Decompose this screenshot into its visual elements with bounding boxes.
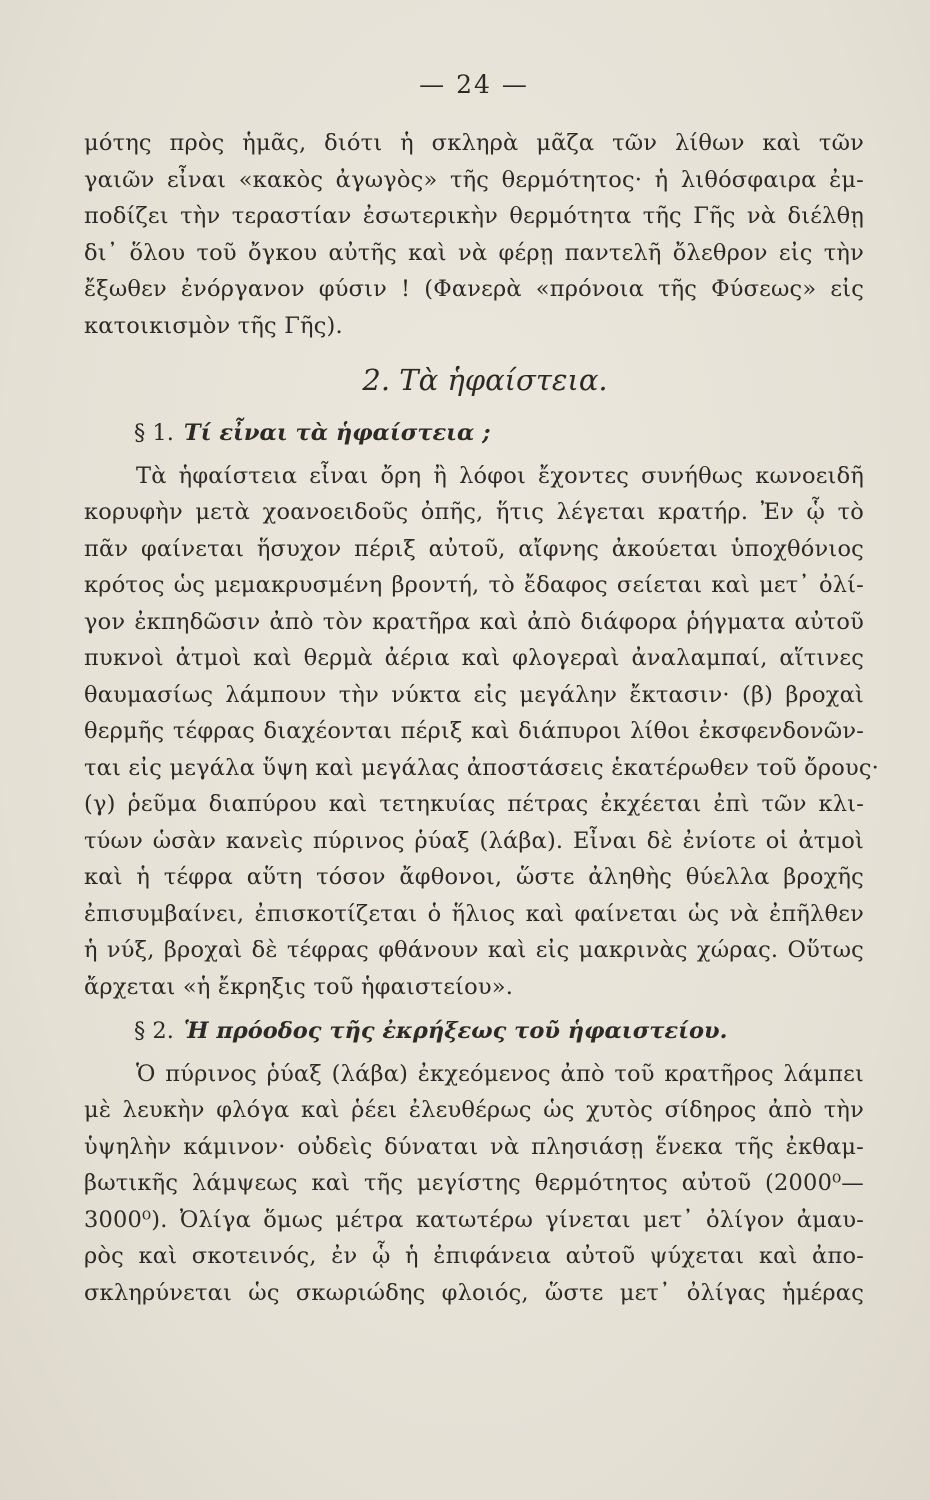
section-title: 2. Τὰ ἡφαίστεια. (362, 363, 608, 397)
text-line: δι᾽ ὅλου τοῦ ὄγκου αὐτῆς καὶ νὰ φέρῃ παντελῆ ὄλεθρον εἰς τὴν (84, 239, 864, 266)
text-line: μὲ λευκὴν φλόγα καὶ ῥέει ἐλευθέρως ὡς χυτὸς σίδηρος ἀπὸ τὴν (84, 1097, 864, 1123)
text-line: μότης πρὸς ἡμᾶς, διότι ἡ σκληρὰ μᾶζα τῶν λίθων καὶ τῶν (84, 130, 864, 156)
text-line: ὑψηλὴν κάμινον· οὐδεὶς δύναται νὰ πλησιάσῃ ἕνεκα τῆς ἐκθαμ- (84, 1133, 864, 1160)
text-line: κορυφὴν μετὰ χοανοειδοῦς ὀπῆς, ἥτις λέγεται κρατήρ. Ἐν ᾧ τὸ (84, 499, 864, 525)
text-line: θαυμασίως λάμπουν τὴν νύκτα εἰς μεγάλην ἔκτασιν· (β) βροχαὶ (84, 681, 864, 708)
text-line: 3000⁰). Ὀλίγα ὅμως μέτρα κατωτέρω γίνεται μετ᾽ ὀλίγον ἀμαυ- (84, 1206, 864, 1233)
text-line: κρότος ὡς μεμακρυσμένη βροντή, τὸ ἔδαφος σείεται καὶ μετ᾽ ὀλί- (84, 572, 864, 598)
text-line: ρὸς καὶ σκοτεινός, ἐν ᾧ ἡ ἐπιφάνεια αὐτοῦ ψύχεται καὶ ἀπο- (84, 1243, 864, 1269)
paragraph-1 (84, 125, 864, 344)
text-line: σκληρύνεται ὡς σκωριώδης φλοιός, ὥστε μετ᾽ ὀλίγας ἡμέρας (84, 1279, 864, 1306)
section-mark: § 1. (134, 420, 174, 446)
text-line: ποδίζει τὴν τεραστίαν ἐσωτερικὴν θερμότητα τῆς Γῆς νὰ διέλθῃ (84, 203, 864, 229)
text-line: ἄρχεται «ἡ ἔκρηξις τοῦ ἡφαιστείου». (84, 973, 514, 1000)
section-mark: § 2. (134, 1018, 174, 1044)
subsection-heading-2 (84, 1013, 864, 1050)
text-line: βωτικῆς λάμψεως καὶ τῆς μεγίστης θερμότητος αὐτοῦ (2000⁰— (84, 1170, 864, 1196)
text-line: κατοικισμὸν τῆς Γῆς). (84, 312, 343, 339)
text-line: γον ἐκπηδῶσιν ἀπὸ τὸν κρατῆρα καὶ ἀπὸ διάφορα ῥήγματα αὐτοῦ (84, 608, 864, 635)
text-line: ἐπισυμβαίνει, ἐπισκοτίζεται ὁ ἥλιος καὶ φαίνεται ὡς νὰ ἐπῆλθεν (84, 900, 864, 927)
paragraph-3 (84, 1056, 864, 1312)
paragraph-2 (84, 458, 880, 1006)
text-line: Ὁ πύρινος ῥύαξ (λάβα) ἐκχεόμενος ἀπὸ τοῦ κρατῆρος λάμπει (136, 1060, 864, 1087)
text-line: Τὰ ἡφαίστεια εἶναι ὄρη ἢ λόφοι ἔχοντες συνήθως κωνοειδῆ (136, 462, 864, 489)
text-line: πυκνοὶ ἀτμοὶ καὶ θερμὰ ἀέρια καὶ φλογεραὶ ἀναλαμπαί, αἵτινες (84, 645, 864, 671)
text-line: θερμῆς τέφρας διαχέονται πέριξ καὶ διάπυροι λίθοι ἐκσφενδονῶν- (84, 718, 864, 744)
subsection-title: Ἡ πρόοδος τῆς ἐκρήξεως τοῦ ἡφαιστείου. (183, 1018, 728, 1044)
text-line: πᾶν φαίνεται ἥσυχον πέριξ αὐτοῦ, αἴφνης ἀκούεται ὑποχθόνιος (84, 535, 864, 562)
text-line: γαιῶν εἶναι «κακὸς ἀγωγὸς» τῆς θερμότητος· ἡ λιθόσφαιρα ἐμ- (84, 166, 864, 193)
text-line: (γ) ῥεῦμα διαπύρου καὶ τετηκυίας πέτρας ἐκχέεται ἐπὶ τῶν κλι- (84, 791, 864, 817)
text-line: ἔξωθεν ἐνόργανον φύσιν ! (Φανερὰ «πρόνοια τῆς Φύσεως» εἰς (84, 276, 864, 302)
text-line: τύων ὡσὰν κανεὶς πύρινος ῥύαξ (λάβα). Εἶναι δὲ ἐνίοτε οἱ ἀτμοὶ (84, 827, 864, 854)
text-line: ται εἰς μεγάλα ὕψη καὶ μεγάλας ἀποστάσεις ἑκατέρωθεν τοῦ ὄρους· (84, 754, 880, 781)
page-number: — 24 — (419, 70, 529, 99)
subsection-heading-1 (84, 415, 864, 452)
text-line: καὶ ἡ τέφρα αὕτη τόσον ἄφθονοι, ὥστε ἀληθὴς θύελλα βροχῆς (84, 864, 864, 890)
subsection-title: Τί εἶναι τὰ ἡφαίστεια ; (183, 420, 491, 446)
text-line: ἡ νύξ, βροχαὶ δὲ τέφρας φθάνουν καὶ εἰς μακρινὰς χώρας. Οὕτως (84, 937, 864, 963)
